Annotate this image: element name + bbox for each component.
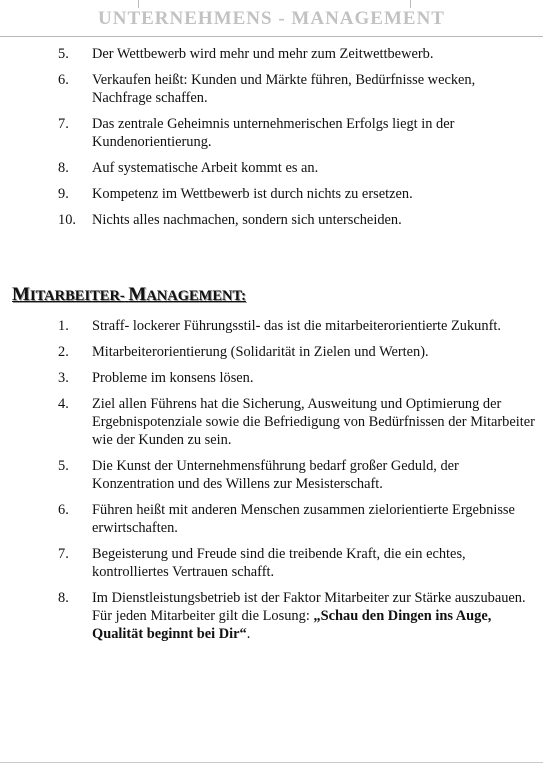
item-text: Verkaufen heißt: Kunden und Märkte führen, Bedürfnisse wecken, Nachfrage schaffen. [92, 72, 476, 106]
item-text: Kompetenz im Wettbewerb ist durch nichts zu ersetzen. [92, 186, 413, 202]
item-text: Das zentrale Geheimnis unternehmerischen Erfolgs liegt in der Kundenorientierung. [92, 116, 455, 150]
list-item [0, 45, 543, 63]
list-item [0, 501, 543, 537]
heading-initial: M [128, 284, 147, 305]
list-item [0, 395, 543, 449]
page-header-title: UNTERNEHMENS - MANAGEMENT [98, 8, 445, 29]
principles-list-continued [0, 45, 543, 237]
item-number: 8. [58, 160, 69, 176]
item-number: 1. [58, 318, 69, 334]
heading-text: ANAGEMENT: [146, 288, 246, 304]
list-item [0, 343, 543, 361]
item-number: 7. [58, 116, 69, 132]
item-text: Begeisterung und Freude sind die treibende Kraft, die ein echtes, kontrolliertes Vertrauen schafft. [92, 546, 466, 580]
item-text: Nichts alles nachmachen, sondern sich unterscheiden. [92, 212, 402, 228]
item-number: 6. [58, 502, 69, 518]
item-text: Straff- lockerer Führungsstil- das ist die mitarbeiterorientierte Zukunft. [92, 318, 501, 334]
item-number: 3. [58, 370, 69, 386]
item-number: 2. [58, 344, 69, 360]
heading-text: ITARBEITER- [29, 288, 125, 304]
item-number: 6. [58, 72, 69, 88]
item-text [92, 589, 535, 643]
item-number: 7. [58, 546, 69, 562]
item-text: Die Kunst der Unternehmensführung bedarf großer Geduld, der Konzentration und des Willens zur Mesisterschaft. [92, 458, 459, 492]
list-item [0, 115, 543, 151]
item-text-tail: . [246, 626, 251, 642]
item-number: 10. [58, 212, 76, 228]
item-number: 5. [58, 458, 69, 474]
item-text: Ziel allen Führens hat die Sicherung, Ausweitung und Optimierung der Ergebnispotenziale sowie die Befriedigung von Bedürfnissen der Mitarbeiter wie der Kunden zu sein. [92, 396, 535, 448]
item-text: Der Wettbewerb wird mehr und mehr zum Zeitwettbewerb. [92, 46, 434, 62]
item-text-bold-motto: „Schau den Dingen ins Auge, Qualität beginnt bei Dir“ [92, 608, 492, 642]
list-item [0, 185, 543, 203]
list-item [0, 211, 543, 229]
section-heading-mitarbeiter-management [12, 284, 246, 306]
heading-initial: M [12, 284, 30, 305]
list-item [0, 71, 543, 107]
item-text-plain: Im Dienstleistungsbetrieb ist der Faktor Mitarbeiter zur Stärke auszubauen. Für jeden Mitarbeiter gilt die Losung: [92, 590, 526, 624]
header-divider-left [138, 0, 139, 8]
footer-rule [0, 762, 543, 763]
item-text: Auf systematische Arbeit kommt es an. [92, 160, 319, 176]
list-item [0, 457, 543, 493]
item-text: Probleme im konsens lösen. [92, 370, 254, 386]
item-text: Mitarbeiterorientierung (Solidarität in Zielen und Werten). [92, 344, 429, 360]
mitarbeiter-management-list [0, 317, 543, 651]
list-item [0, 589, 543, 643]
item-number: 4. [58, 396, 69, 412]
list-item [0, 369, 543, 387]
item-text: Führen heißt mit anderen Menschen zusammen zielorientierte Ergebnisse erwirtschaften. [92, 502, 515, 536]
list-item [0, 317, 543, 335]
item-number: 8. [58, 590, 69, 606]
item-number: 9. [58, 186, 69, 202]
header-divider-right [410, 0, 411, 8]
item-number: 5. [58, 46, 69, 62]
header-rule [0, 36, 543, 37]
list-item [0, 159, 543, 177]
list-item [0, 545, 543, 581]
